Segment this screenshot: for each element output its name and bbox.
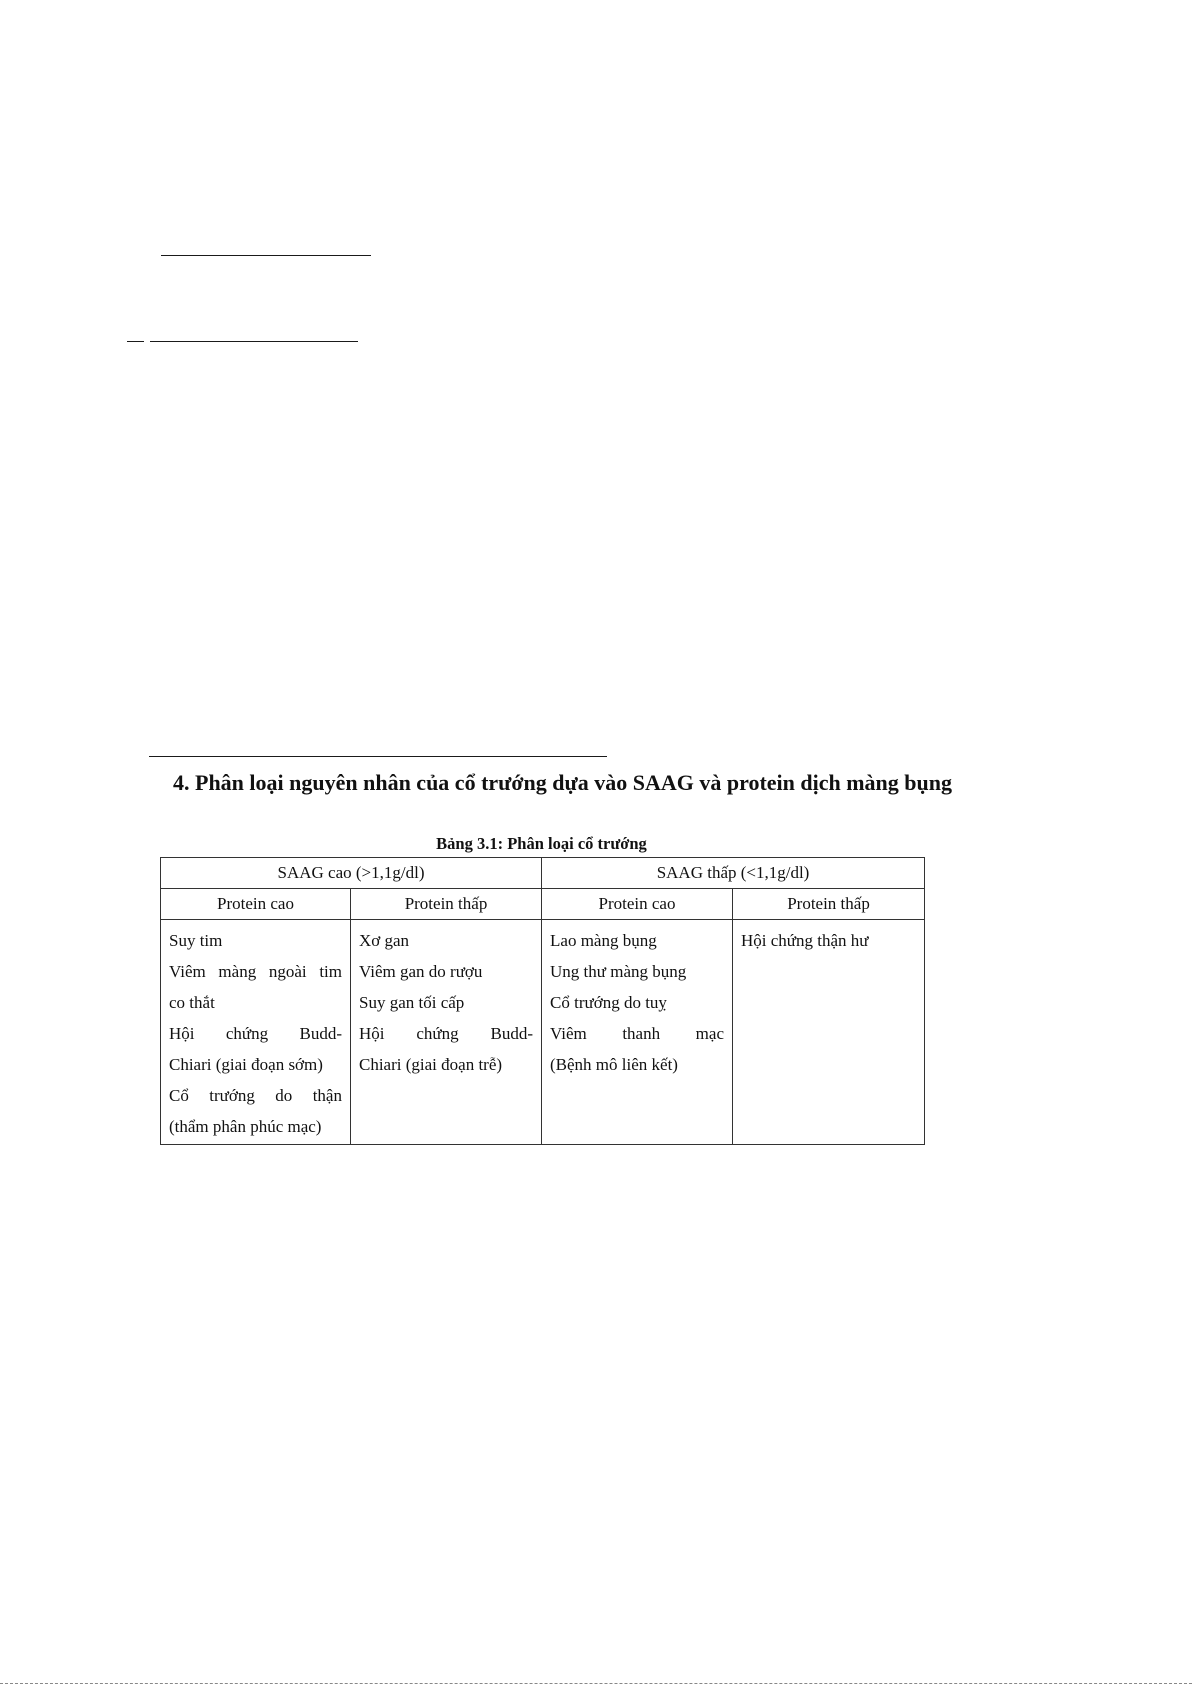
cell-line: Suy tim xyxy=(169,931,223,950)
cell-word: Cổ xyxy=(169,1086,189,1105)
cell-word: thận xyxy=(312,1086,342,1105)
cell-line: Suy gan tối cấp xyxy=(359,993,465,1012)
cell-line: Viêm gan do rượu xyxy=(359,962,483,981)
table-caption: Bảng 3.1: Phân loại cổ trướng xyxy=(436,834,647,853)
cell-word: chứng xyxy=(416,1024,459,1043)
cell-word: thanh xyxy=(622,1024,661,1043)
cell-line: Ung thư màng bụng xyxy=(550,962,687,981)
cell-line: Hội chứng thận hư xyxy=(741,931,869,950)
section-heading: 4. Phân loại nguyên nhân của cổ trướng dựa vào SAAG và protein dịch màng bụng xyxy=(173,770,953,795)
cell-word: Viêm xyxy=(169,962,206,981)
subheader-low-protein-low: Protein thấp xyxy=(733,889,925,920)
table-cell xyxy=(733,920,925,1145)
cell-line: Cổ trướng do tuỵ xyxy=(550,993,667,1012)
group-header-saag-high: SAAG cao (>1,1g/dl) xyxy=(161,858,542,889)
cell-word: màng xyxy=(218,962,257,981)
cell-word: chứng xyxy=(225,1024,269,1043)
table-row xyxy=(161,920,925,1145)
ascites-classification-table xyxy=(160,857,925,1145)
table-cell xyxy=(542,920,733,1145)
cell-line xyxy=(169,1080,342,1111)
cell-line: co thắt xyxy=(169,993,215,1012)
subheader-row xyxy=(161,889,925,920)
subheader-high-protein-high: Protein cao xyxy=(161,889,351,920)
cell-word: tim xyxy=(319,962,342,981)
cell-line: Chiari (giai đoạn trễ) xyxy=(359,1055,503,1074)
cell-line: (Bệnh mô liên kết) xyxy=(550,1055,678,1074)
cell-line: (thẩm phân phúc mạc) xyxy=(169,1117,322,1136)
cell-line: Lao màng bụng xyxy=(550,931,657,950)
table-cell xyxy=(161,920,351,1145)
page-edge-rule xyxy=(0,1683,1192,1684)
cell-word: Hội xyxy=(359,1024,385,1043)
cell-word: Hội xyxy=(169,1024,195,1043)
underline-rule xyxy=(150,341,358,342)
cell-line xyxy=(550,1018,724,1049)
cell-word: ngoài xyxy=(268,962,307,981)
cell-word: Budd- xyxy=(299,1024,342,1043)
group-header-row xyxy=(161,858,925,889)
subheader-low-protein-high: Protein cao xyxy=(542,889,733,920)
cell-word: do xyxy=(275,1086,293,1105)
underline-rule-short xyxy=(127,341,144,342)
subheader-high-protein-low: Protein thấp xyxy=(351,889,542,920)
cell-line: Chiari (giai đoạn sớm) xyxy=(169,1055,323,1074)
cell-line: Xơ gan xyxy=(359,931,410,950)
underline-rule xyxy=(149,756,607,757)
cell-word: mạc xyxy=(695,1024,724,1043)
underline-rule xyxy=(161,255,371,256)
cell-line xyxy=(169,956,342,987)
cell-word: Viêm xyxy=(550,1024,587,1043)
cell-line xyxy=(169,1018,342,1049)
group-header-saag-low: SAAG thấp (<1,1g/dl) xyxy=(542,858,925,889)
cell-line xyxy=(359,1018,533,1049)
table-cell xyxy=(351,920,542,1145)
cell-word: Budd- xyxy=(490,1024,534,1043)
cell-word: trướng xyxy=(209,1086,255,1105)
